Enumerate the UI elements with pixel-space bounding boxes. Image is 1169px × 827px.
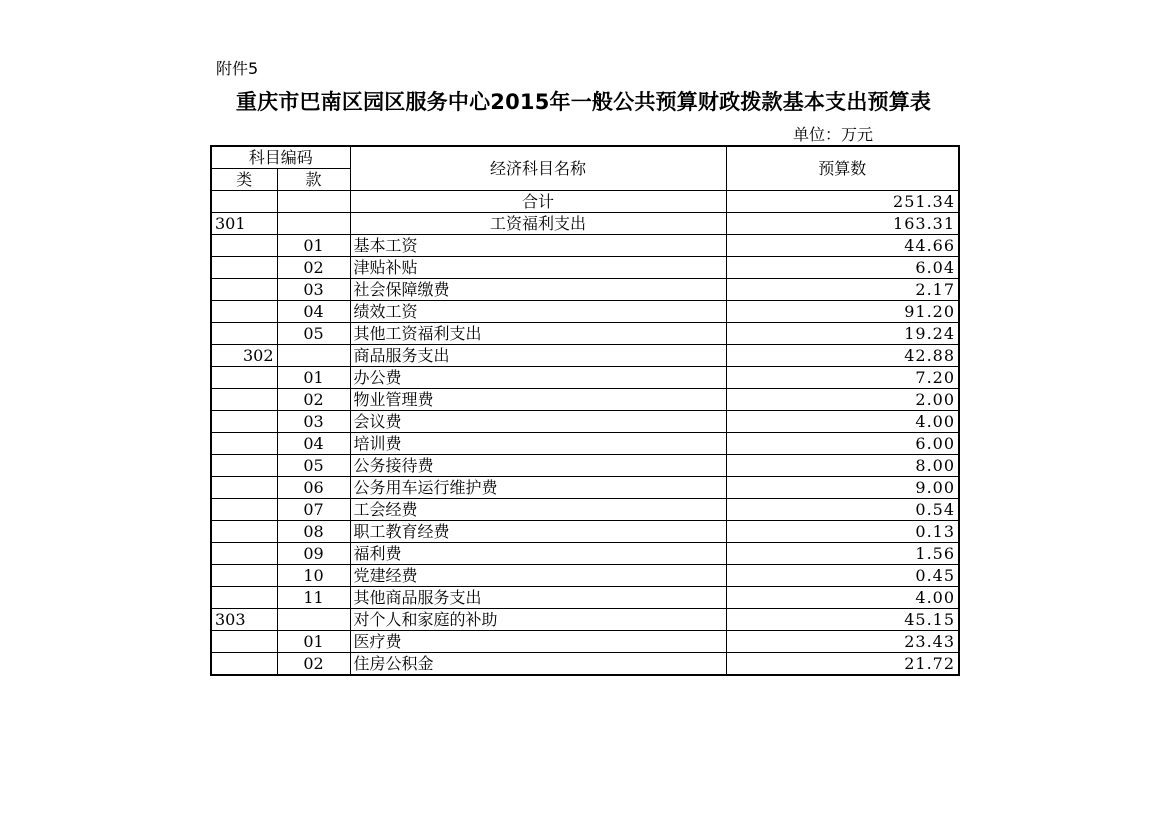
cell-kuan: 06 [277, 477, 350, 499]
cell-amount: 2.00 [726, 389, 959, 411]
cell-kuan [277, 345, 350, 367]
cell-kuan: 01 [277, 631, 350, 653]
table-row [211, 565, 959, 587]
attachment-label: 附件5 [216, 59, 259, 78]
cell-lei [211, 499, 277, 521]
cell-name: 住房公积金 [350, 653, 726, 676]
cell-lei [211, 455, 277, 477]
cell-lei [211, 389, 277, 411]
table-row [211, 257, 959, 279]
cell-kuan: 09 [277, 543, 350, 565]
cell-amount: 6.00 [726, 433, 959, 455]
cell-name: 福利费 [350, 543, 726, 565]
cell-lei [211, 433, 277, 455]
cell-amount: 4.00 [726, 411, 959, 433]
cell-lei [211, 411, 277, 433]
cell-amount: 6.04 [726, 257, 959, 279]
cell-name: 基本工资 [350, 235, 726, 257]
cell-kuan: 02 [277, 257, 350, 279]
cell-name: 办公费 [350, 367, 726, 389]
total-amount: 251.34 [726, 191, 959, 213]
cell-lei [211, 367, 277, 389]
cell-kuan: 01 [277, 367, 350, 389]
cell-amount: 163.31 [726, 213, 959, 235]
cell-lei [211, 631, 277, 653]
table-row [211, 609, 959, 631]
table-header [211, 146, 959, 191]
header-name: 经济科目名称 [350, 146, 726, 191]
cell-amount: 9.00 [726, 477, 959, 499]
cell-amount: 4.00 [726, 587, 959, 609]
header-lei: 类 [211, 169, 277, 191]
cell-lei: 302 [211, 345, 277, 367]
cell-amount: 45.15 [726, 609, 959, 631]
cell-name: 医疗费 [350, 631, 726, 653]
table-row [211, 213, 959, 235]
header-code-group: 科目编码 [211, 146, 350, 169]
header-kuan: 款 [277, 169, 350, 191]
cell-amount: 7.20 [726, 367, 959, 389]
table-row [211, 455, 959, 477]
cell-kuan: 02 [277, 389, 350, 411]
cell-lei [211, 543, 277, 565]
table-body [211, 191, 959, 676]
cell-name: 绩效工资 [350, 301, 726, 323]
unit-label: 单位：万元 [793, 125, 874, 144]
table-row [211, 367, 959, 389]
cell-amount: 2.17 [726, 279, 959, 301]
cell-name: 培训费 [350, 433, 726, 455]
cell-kuan: 03 [277, 411, 350, 433]
table-row [211, 389, 959, 411]
cell-kuan [277, 213, 350, 235]
total-label: 合计 [350, 191, 726, 213]
page-title: 重庆市巴南区园区服务中心2015年一般公共预算财政拨款基本支出预算表 [235, 90, 932, 114]
table-row [211, 653, 959, 676]
cell-lei: 301 [211, 213, 277, 235]
cell-kuan: 10 [277, 565, 350, 587]
table-row [211, 301, 959, 323]
table-row [211, 587, 959, 609]
cell-kuan: 08 [277, 521, 350, 543]
table-row [211, 499, 959, 521]
cell-lei [211, 477, 277, 499]
cell-lei: 303 [211, 609, 277, 631]
cell-name: 职工教育经费 [350, 521, 726, 543]
cell-lei [211, 323, 277, 345]
total-row [211, 191, 959, 213]
cell-amount: 0.54 [726, 499, 959, 521]
cell-lei [211, 587, 277, 609]
cell-lei [211, 521, 277, 543]
cell-amount: 1.56 [726, 543, 959, 565]
cell-kuan [277, 609, 350, 631]
cell-kuan: 05 [277, 323, 350, 345]
table-row [211, 521, 959, 543]
cell-name: 会议费 [350, 411, 726, 433]
total-kuan [277, 191, 350, 213]
cell-name: 工资福利支出 [350, 213, 726, 235]
header-amount: 预算数 [726, 146, 959, 191]
table-row [211, 477, 959, 499]
table-row [211, 433, 959, 455]
cell-kuan: 04 [277, 301, 350, 323]
cell-name: 公务接待费 [350, 455, 726, 477]
cell-name: 其他工资福利支出 [350, 323, 726, 345]
cell-amount: 42.88 [726, 345, 959, 367]
cell-kuan: 04 [277, 433, 350, 455]
cell-kuan: 05 [277, 455, 350, 477]
cell-name: 津贴补贴 [350, 257, 726, 279]
budget-table [210, 145, 960, 676]
cell-name: 物业管理费 [350, 389, 726, 411]
cell-amount: 21.72 [726, 653, 959, 676]
cell-lei [211, 301, 277, 323]
total-lei [211, 191, 277, 213]
cell-lei [211, 235, 277, 257]
cell-kuan: 11 [277, 587, 350, 609]
cell-amount: 23.43 [726, 631, 959, 653]
cell-kuan: 02 [277, 653, 350, 676]
cell-kuan: 01 [277, 235, 350, 257]
cell-lei [211, 565, 277, 587]
cell-name: 公务用车运行维护费 [350, 477, 726, 499]
cell-lei [211, 653, 277, 676]
table-row [211, 279, 959, 301]
cell-lei [211, 279, 277, 301]
table-row [211, 411, 959, 433]
cell-lei [211, 257, 277, 279]
cell-amount: 44.66 [726, 235, 959, 257]
cell-amount: 8.00 [726, 455, 959, 477]
cell-amount: 0.13 [726, 521, 959, 543]
table-row [211, 323, 959, 345]
cell-name: 党建经费 [350, 565, 726, 587]
table-row [211, 543, 959, 565]
cell-name: 商品服务支出 [350, 345, 726, 367]
cell-name: 其他商品服务支出 [350, 587, 726, 609]
cell-kuan: 03 [277, 279, 350, 301]
cell-kuan: 07 [277, 499, 350, 521]
cell-name: 工会经费 [350, 499, 726, 521]
cell-amount: 91.20 [726, 301, 959, 323]
cell-name: 社会保障缴费 [350, 279, 726, 301]
table-row [211, 345, 959, 367]
cell-amount: 19.24 [726, 323, 959, 345]
table-row [211, 235, 959, 257]
table-row [211, 631, 959, 653]
cell-name: 对个人和家庭的补助 [350, 609, 726, 631]
cell-amount: 0.45 [726, 565, 959, 587]
